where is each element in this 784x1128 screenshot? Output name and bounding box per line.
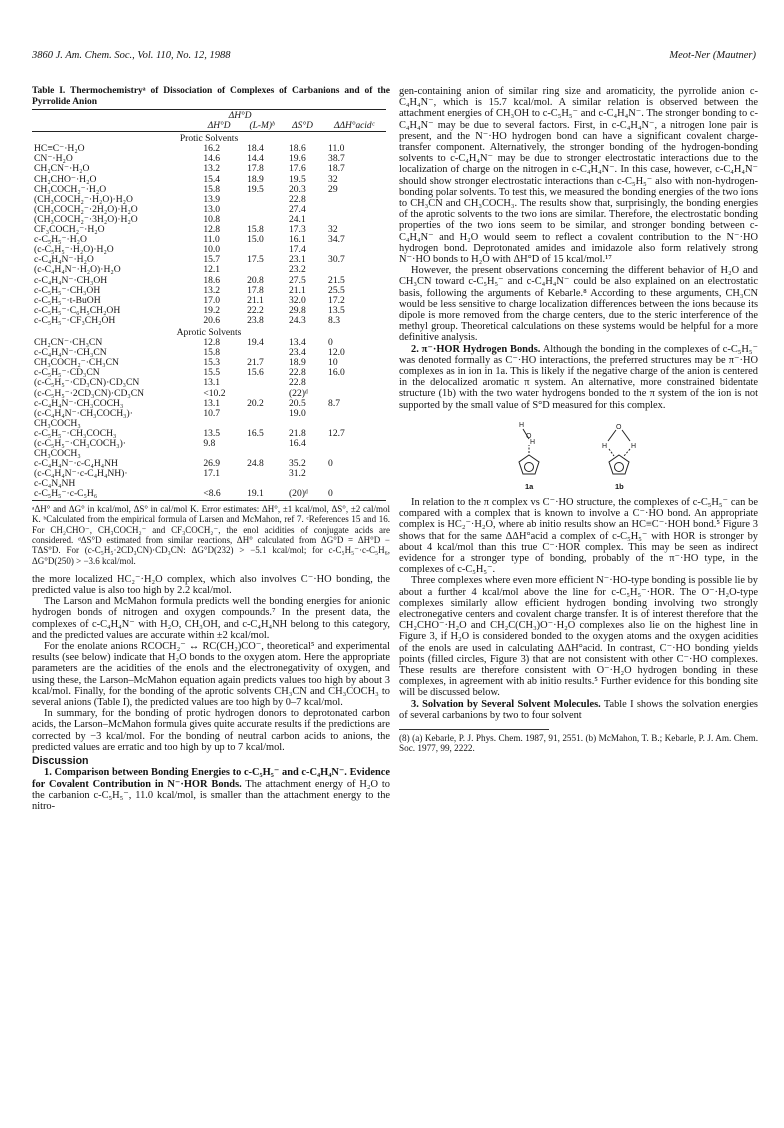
value-cell: 8.3 (328, 314, 341, 326)
value-cell: 23.4 (288, 347, 306, 359)
value-cell: 13.0 (203, 203, 221, 215)
value-cell: 12.8 (203, 224, 221, 236)
value-cell: 21.8 (288, 427, 306, 439)
aprotic-label: Aprotic Solvents (176, 326, 242, 338)
complex-cell: CH₃COCH₂⁻·CH₃CN (34, 357, 119, 369)
complex-cell: c-C₄H₄N⁻·c-C₄H₄NH (34, 458, 118, 470)
value-cell: 13.2 (203, 163, 221, 175)
value-cell: 19.5 (288, 173, 306, 185)
complex-cell: CN⁻·H₂O (34, 153, 73, 165)
value-cell: 17.2 (328, 294, 345, 306)
value-cell: 14.4 (247, 153, 264, 165)
complex-cell: (c-C₅H₅⁻·CH₃COCH₃)· (34, 438, 126, 449)
reference-footnote: (8) (a) Kebarle, P. J. Phys. Chem. 1987, 91, 2551. (b) McMahon, T. B.; Kebarle, P. J. Am. Chem. Soc. 1977, 99, 2222. (399, 732, 758, 754)
complex-cell: (c-C₄H₄N⁻·CH₃COCH₃)· (34, 407, 133, 419)
value-cell: 19.4 (247, 337, 264, 349)
value-cell: 21.1 (247, 294, 264, 306)
complex-cell: c-C₅H₅⁻·c-C₅H₆ (34, 488, 98, 500)
value-cell: 17.8 (247, 163, 264, 175)
svg-text:H: H (519, 421, 525, 429)
value-cell: 19.5 (247, 183, 264, 195)
header-author: Meot-Ner (Mautner) (669, 50, 756, 61)
value-cell: 21.7 (247, 357, 264, 369)
value-cell: 15.0 (247, 234, 264, 246)
value-cell: 24.1 (288, 213, 306, 225)
value-cell: 18.6 (288, 143, 306, 155)
complex-cell: c-C₄H₄N⁻·CH₃COCH₃ (34, 397, 124, 409)
complex-cell: (CH₃COCH₂⁻·H₂O)·H₂O (34, 193, 133, 205)
complex-cell: CH₃COCH₃ (34, 448, 81, 460)
value-cell: (20)ᵈ (288, 488, 308, 500)
left-paragraph-1: the more localized HC₂⁻·H₂O complex, which also involves C⁻·HO bonding, the predicted value is also too high by 2.2 kcal/mol. (32, 573, 390, 597)
value-cell: 22.8 (288, 367, 306, 379)
discussion-heading: Discussion (32, 755, 89, 768)
value-cell (322, 439, 386, 449)
complex-cell: c-C₄H₄N⁻·CH₃CN (34, 347, 107, 359)
value-cell: 9.8 (203, 438, 216, 449)
value-cell: 15.8 (203, 183, 221, 195)
value-cell: 15.3 (203, 357, 221, 369)
complex-cell: CH₂CN⁻·H₂O (34, 163, 90, 175)
aprotic-section (32, 326, 386, 500)
complex-cell: c-C₄N₄NH (34, 478, 76, 490)
value-cell: 23.2 (288, 264, 306, 276)
col-group-header: ΔH°D (228, 110, 252, 121)
value-cell (241, 378, 283, 388)
value-cell: 17.4 (288, 244, 306, 256)
value-cell: 34.7 (328, 234, 345, 246)
value-cell: 38.7 (328, 153, 345, 165)
section-3-text: Table I shows the solvation energies of several carbanions by two to four solvent (399, 698, 758, 721)
value-cell: 16.1 (288, 234, 306, 246)
value-cell: 19.0 (288, 407, 306, 419)
value-cell: 24.8 (247, 458, 264, 470)
value-cell: 19.2 (203, 304, 221, 316)
complex-cell: c-C₅H₅⁻·CH₃COCH₃ (34, 427, 117, 439)
complex-cell: (c-C₄H₄N⁻·H₂O)·H₂O (34, 264, 121, 276)
value-cell: 32 (328, 173, 338, 185)
value-cell: 29 (328, 183, 338, 195)
value-cell (322, 409, 386, 419)
value-cell (241, 439, 283, 449)
left-column (32, 86, 390, 812)
right-paragraph-3: In relation to the π complex vs C⁻·HO structure, the complexes of c-C₅H₅⁻ can be compared with a complex that is known to involve a C⁻·HO bond. An appropriate complex is HC₂⁻·H₂O, where ab initio results show an HC≡C⁻·HOH bond.⁵ Figure 3 shows that for the same ΔΔH°acid a complex of c-C₅H₅⁻ with HOR is stronger by about 4 kcal/mol than this true C⁻·HOR complex. This may be seen as indirect evidence for a stronger type of bonding, probably of the π⁻·HO type, in the complexes of c-C₅H₅⁻. (399, 496, 758, 576)
value-cell: 12.7 (328, 427, 345, 439)
value-cell: 17.1 (203, 468, 221, 480)
value-cell: 17.0 (203, 294, 221, 306)
col-header-4: ΔΔH°acidᶜ (333, 120, 375, 131)
svg-text:H: H (602, 442, 608, 450)
value-cell: 0 (328, 337, 333, 349)
section-1-text: The attachment energy of H₂O to the carbanion c-C₅H₅⁻, 11.0 kcal/mol, is smaller than the attachment energy to the nitro- (32, 778, 390, 812)
value-cell: 18.6 (203, 274, 221, 286)
value-cell: 13.5 (328, 304, 345, 316)
value-cell: 17.5 (247, 254, 264, 266)
section-1-heading: 1. Comparison between Bonding Energies to c-C₅H₅⁻ and c-C₄H₄N⁻. Evidence for Covalent Contribution in N⁻·HOR Bonds. (32, 767, 390, 790)
value-cell: 17.8 (247, 284, 264, 296)
value-cell: 31.2 (288, 468, 306, 480)
value-cell (241, 409, 283, 419)
complex-cell: c-C₅H₅⁻·CF₃CH₂OH (34, 314, 116, 326)
complex-cell: c-C₄H₄N⁻·H₂O (34, 254, 94, 266)
value-cell: 15.4 (203, 173, 221, 185)
value-cell (322, 195, 386, 205)
value-cell (241, 265, 283, 275)
value-cell: 20.3 (288, 183, 306, 195)
value-cell: 0 (328, 488, 333, 500)
value-cell: 20.5 (288, 397, 306, 409)
value-cell (322, 205, 386, 215)
value-cell: 19.1 (247, 488, 264, 500)
protic-section (32, 132, 386, 326)
complex-cell: (c-C₄H₄N⁻·c-C₄H₄NH)· (34, 468, 128, 480)
value-cell (322, 469, 386, 479)
value-cell: 15.7 (203, 254, 221, 266)
value-cell: 21.1 (288, 284, 306, 296)
svg-text:O: O (616, 423, 622, 431)
left-paragraph-4: In summary, for the bonding of protic hydrogen donors to deprotonated carbon acids, the Larson–McMahon formula gives quite accurate results if the predictions are corrected by −3 kcal/mol. For the bonding of neutral carbon acids to anions, the predicted values are erratic and too high by up to 7 kcal/mol. (32, 708, 390, 753)
value-cell: 13.1 (203, 397, 221, 409)
value-cell: 11.0 (328, 143, 345, 155)
complex-cell: c-C₅H₅⁻·CD₃CN (34, 367, 100, 379)
value-cell: 14.6 (203, 153, 221, 165)
svg-text:H: H (631, 442, 637, 450)
left-paragraph-2: The Larson and McMahon formula predicts well the bonding energies for anionic hydrogen bonds of nitrogen and oxygen compounds.⁷ In the present data, the complexes of c-C₄H₄N⁻ with H₂O, CH₃OH, and c-C₄H₄NH belong to this category, and the predicted values are accurate within ±2 kcal/mol. (32, 596, 390, 641)
value-cell: 25.5 (328, 284, 345, 296)
complex-cell: CH₃COCH₂⁻·H₂O (34, 183, 107, 195)
value-cell: <10.2 (203, 387, 226, 399)
structure-drawings (479, 417, 679, 493)
table-row (32, 439, 386, 449)
value-cell: 23.8 (247, 314, 264, 326)
figure-label-1a: 1a (525, 481, 534, 491)
protic-label: Protic Solvents (179, 133, 239, 145)
value-cell: 13.5 (203, 427, 221, 439)
running-header (32, 50, 756, 64)
value-cell: 32 (328, 224, 338, 236)
value-cell: 16.2 (203, 143, 221, 155)
value-cell: 16.4 (288, 438, 306, 449)
complex-cell: (c-C₅H₅⁻·CD₃CN)·CD₃CN (34, 377, 140, 389)
section-3 (399, 699, 758, 721)
value-cell: 22.8 (288, 193, 306, 205)
table-row (32, 409, 386, 419)
value-cell: 16.0 (328, 367, 345, 379)
value-cell: 20.8 (247, 274, 264, 286)
value-cell: 10.7 (203, 407, 221, 419)
thermochemistry-table (32, 109, 386, 501)
right-paragraph-2: However, the present observations concerning the different behavior of H₂O and CH₃CN toward c-C₅H₅⁻ and c-C₄H₄N⁻ could be also explained on an electrostatic basis, following the arguments of Kebarle.⁸ According to these arguments, CH₃CN would be less sensitive to charge localization differences between the ions because its dipole is more removed from the charge centers, due to the steric interference of the methyl group. Theoretical calculations on these systems would be helpful for a more definitive analysis. (399, 265, 758, 344)
complex-cell: CF₃COCH₂⁻·H₂O (34, 224, 105, 236)
value-cell: 11.0 (203, 234, 220, 246)
value-cell: 16.5 (247, 427, 264, 439)
right-paragraph-1: gen-containing anion of similar ring size and aromaticity, the pyrrolide anion c-C₄H₄N⁻, which is 15.7 kcal/mol. A similar relation is observed between the attachment energies of CH₃OH to c-C₅H₅⁻ and c-C₄H₄N⁻. The stronger bonding to c-C₄H₄N⁻ may be due to several factors. First, in c-C₄H₄N⁻, a nitrogen lone pair is present, and the N⁻·HO hydrogen bond can have a significant covalent charge-transfer component. Alternatively, the stronger bonding of the hydrogen-bonding solvents to c-C₄H₄N⁻ may be due to stronger electrostatic interactions due to the localization of charge on the nitrogen in c-C₄H₄N⁻. In this case, however, c-C₄H₄N⁻ should show stronger electrostatic interactions than c-C₅H₅⁻ also with non-hydrogen-bonding polar solvents. To test this, we measured the bonding energies of the two ions to CH₃CN and CH₃COCH₃. The results show that, surprisingly, the bonding energies of the aprotic solvents to the two ions are similar. Therefore, the electrostatic bonding properties of the two ions seem to be similar, and stronger bonding between c-C₄H₄N⁻ and H₂O would seem to reflect a covalent contribution to the N⁻·HO hydrogen bond. Deprotonated amides and imidazole also form relatively strong N⁻·HO bonds to H₂O with ΔH°D of 15 kcal/mol.¹⁷ (399, 86, 758, 266)
complex-cell: c-C₅H₅⁻·t-BuOH (34, 294, 101, 306)
value-cell: 10.0 (203, 244, 221, 256)
value-cell: 13.2 (203, 284, 221, 296)
value-cell: 15.6 (247, 367, 264, 379)
complex-cell: CH₃COCH₃ (34, 417, 81, 429)
section-2-text: Although the bonding in the complexes of c-C₅H₅⁻ was denoted formally as C⁻·HO interactions, the preferred structures may be π⁻·HO complexes as in ion in 1a. This is likely if the negative charge of the anion is centered in the delocalized aromatic π system. An alternative, more constrained bidentate structure (1b) with the two water hydrogens bonded to the π system of the ion is not supported by the small value of S°D measured for this complex. (399, 343, 759, 411)
table-row (32, 265, 386, 275)
complex-cell: c-C₅H₅⁻·C₆H₅CH₂OH (34, 304, 121, 316)
col-header-1: ΔH°D (207, 120, 231, 131)
table-row (32, 489, 386, 500)
section-2 (399, 344, 758, 411)
footnote-rule (399, 729, 549, 730)
value-cell: 19.6 (288, 153, 306, 165)
value-cell: 12.1 (203, 264, 221, 276)
value-cell: 22.2 (247, 304, 264, 316)
figure-label-1b: 1b (615, 481, 624, 491)
right-column (399, 86, 758, 754)
complex-cell: HC≡C⁻·H₂O (34, 143, 85, 155)
structure-1b (602, 424, 636, 474)
value-cell (241, 469, 283, 479)
value-cell (322, 378, 386, 388)
complex-cell: c-C₅H₅⁻·H₂O (34, 234, 87, 246)
value-cell: 18.7 (328, 163, 345, 175)
value-cell: 13.9 (203, 193, 221, 205)
value-cell: 15.5 (203, 367, 221, 379)
complex-cell: CH₂CN⁻·CH₃CN (34, 337, 103, 349)
header-citation: 3860 J. Am. Chem. Soc., Vol. 110, No. 12, 1988 (32, 50, 231, 61)
value-cell: 17.6 (288, 163, 306, 175)
section-2-heading: 2. π⁻·HOR Hydrogen Bonds. (411, 343, 541, 355)
table-row (32, 316, 386, 326)
value-cell: 13.4 (288, 337, 306, 349)
value-cell: 30.7 (328, 254, 345, 266)
value-cell: 21.5 (328, 274, 345, 286)
value-cell: 17.3 (288, 224, 306, 236)
value-cell: 10.8 (203, 213, 221, 225)
value-cell: 10 (328, 357, 338, 369)
complex-cell: c-C₅H₅⁻·CH₃OH (34, 284, 101, 296)
complex-cell: CH₂CHO⁻·H₂O (34, 173, 97, 185)
value-cell: <8.6 (203, 488, 221, 500)
value-cell: 12.0 (328, 347, 345, 359)
value-cell (241, 205, 283, 215)
value-cell: 18.9 (288, 357, 306, 369)
right-paragraph-4: Three complexes where even more efficient N⁻·HO-type bonding is possible lie by about a further 4 kcal/mol above the line for c-C₅H₅⁻·HOR. The O⁻·H₂O-type complexes similarly allow efficient hydrogen bonding involving two strongly electronegative centers and covalent charge transfer. It is of interest therefore that the CH₂CHO⁻·H₂O and CH₂C(CH₃)O⁻·H₂O complexes also lie on the highest line in Figure 3, if H₂O is considered bonded to the oxygen atoms and the oxygen acidities of the enols are used in calculating ΔΔH°acid. In contrast, C⁻·HO bonding yields points (filled circles, Figure 3) that are not consistent with other C⁻·HO complexes. These results are therefore consistent with O⁻·H₂O hydrogen bonding in these complexes, in agreement with ab initio results.⁵ Further evidence for this bonding site will be discussed below. (399, 575, 758, 699)
value-cell: 27.5 (288, 274, 306, 286)
complex-cell: (c-C₅H₅⁻·H₂O)·H₂O (34, 244, 114, 256)
complex-cell: (CH₃COCH₂⁻·3H₂O)·H₂O (34, 213, 138, 225)
svg-text:O: O (526, 432, 532, 440)
value-cell: 27.4 (288, 203, 306, 215)
svg-text:H: H (530, 438, 536, 446)
structure-figure (399, 417, 758, 493)
table-footnote: ᵃΔH° and ΔG° in kcal/mol, ΔS° in cal/mol K. Error estimates: ΔH°, ±1 kcal/mol, ΔS°, ±2 cal/mol K. ᵇCalculated from the empirical formula of Larsen and McMahon, ref 7. ᶜReferences 15 and 16. For CH₂CHO⁻, CH₃COCH₂⁻ and CF₃COCH₂⁻, the enol acidities of conjugate acids are considered. ᵈΔS°D estimated from similar reactions, ΔH° calculated from ΔG°D = ΔH°D − TΔS°D. For (c-C₅H₅·2CD₃CN)·CD₃CN: ΔG°D(232) > −5.1 kcal/mol; for c-C₅H₅⁻·c-C₅H₆, ΔG°D(250) > −3.6 kcal/mol. (32, 504, 390, 566)
value-cell: 22.8 (288, 377, 306, 389)
value-cell (322, 265, 386, 275)
table-row (32, 469, 386, 479)
value-cell: 15.8 (203, 347, 221, 359)
value-cell: 18.9 (247, 173, 264, 185)
complex-cell: (CH₃COCH₂⁻·2H₂O)·H₂O (34, 203, 138, 215)
value-cell: 0 (328, 458, 333, 470)
value-cell: 35.2 (288, 458, 306, 470)
value-cell: 26.9 (203, 458, 221, 470)
value-cell: 24.3 (288, 314, 306, 326)
col-header-0 (32, 121, 197, 132)
left-paragraph-3: For the enolate anions RCOCH₂⁻ ↔ RC(CH₂)CO⁻, theoretical⁵ and experimental results (see below) indicate that H₂O bonds to the oxygen atom. Here the appropriate parameters are the acidities of the enols and the electronegativity of oxygen, and using these, the Larson–McMahon equation again predicts values too high by about 3 kcal/mol. Finally, for the bonding of the aprotic solvents CH₃CN and CH₃COCH₃ to several anions (Table I), the predicted values are too high by 0–7 kcal/mol. (32, 641, 390, 709)
value-cell: 23.1 (288, 254, 306, 266)
value-cell: 20.2 (247, 397, 264, 409)
value-cell: 12.8 (203, 337, 221, 349)
col-header-3: ΔS°D (292, 120, 313, 131)
value-cell: 32.0 (288, 294, 306, 306)
value-cell: (22)ᵈ (288, 387, 308, 399)
value-cell: 8.7 (328, 397, 341, 409)
structure-1a (519, 422, 539, 474)
complex-cell: (c-C₅H₅⁻·2CD₃CN)·CD₃CN (34, 387, 145, 399)
col-header-2: (L-M)ᵇ (249, 120, 275, 131)
value-cell: 13.1 (203, 377, 221, 389)
complex-cell: c-C₄H₄N⁻·CH₃OH (34, 274, 108, 286)
table-caption: Table I. Thermochemistryᵃ of Dissociation of Complexes of Carbanions and of the Pyrrolide Anion (32, 86, 390, 107)
value-cell: 20.6 (203, 314, 221, 326)
value-cell (241, 195, 283, 205)
value-cell: 29.8 (288, 304, 306, 316)
section-3-heading: 3. Solvation by Several Solvent Molecules. (411, 698, 601, 710)
value-cell: 15.8 (247, 224, 264, 236)
value-cell: 18.4 (247, 143, 264, 155)
section-1 (32, 767, 390, 812)
